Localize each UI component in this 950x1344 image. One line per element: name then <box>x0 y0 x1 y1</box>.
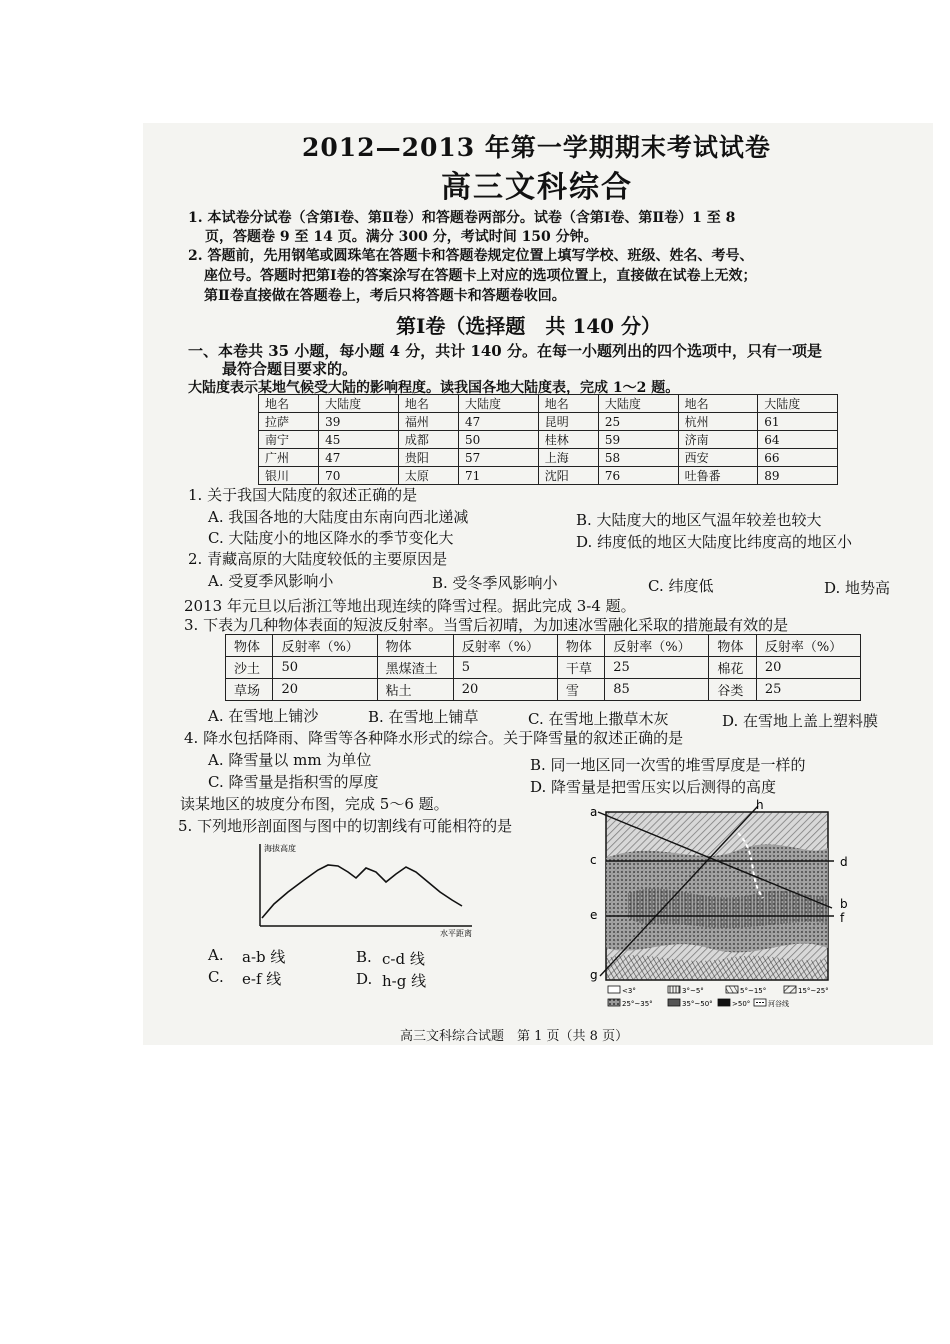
question-3-stem: 3. 下表为几种物体表面的短波反射率。当雪后初晴，为加速冰雪融化采取的措施最有效的是 <box>184 616 789 634</box>
question-1-option-c: C. 大陆度小的地区降水的季节变化大 <box>208 529 454 547</box>
table-cell: 61 <box>758 413 838 431</box>
table-cell: 39 <box>319 413 399 431</box>
table-cell: 66 <box>758 449 838 467</box>
map-label-f: f <box>840 911 845 925</box>
table-cell: 25 <box>598 413 678 431</box>
legend-swatch <box>726 986 738 993</box>
profile-y-label: 海拔高度 <box>264 844 296 853</box>
question-2-option-d: D. 地势高 <box>824 579 891 597</box>
question-1-stem: 1. 关于我国大陆度的叙述正确的是 <box>188 486 418 504</box>
table-cell: 76 <box>598 467 678 485</box>
question-3-option-b: B. 在雪地上铺草 <box>368 708 479 726</box>
table-header-cell: 物体 <box>709 635 756 657</box>
table-header-cell: 物体 <box>226 635 273 657</box>
question-4-option-a: A. 降雪量以 mm 为单位 <box>208 751 372 769</box>
table-row <box>259 467 838 485</box>
table-cell: 棉花 <box>709 657 756 679</box>
table-row <box>259 431 838 449</box>
table-cell: 谷类 <box>709 679 756 701</box>
page-footer: 高三文科综合试题 第 1 页（共 8 页） <box>400 1029 629 1044</box>
legend-swatch <box>718 999 730 1006</box>
table-cell: 黑煤渣土 <box>377 657 453 679</box>
legend-label: 河谷线 <box>768 1000 789 1008</box>
table-row <box>226 657 861 679</box>
question-1-option-b: B. 大陆度大的地区气温年较差也较大 <box>576 511 822 529</box>
table-cell: 59 <box>598 431 678 449</box>
table-cell: 20 <box>453 679 557 701</box>
table-header-cell: 反射率（%） <box>756 635 860 657</box>
question-5-stem: 5. 下列地形剖面图与图中的切割线有可能相符的是 <box>178 817 513 835</box>
legend-swatch <box>784 986 796 993</box>
legend-label: 3°~5° <box>682 987 704 995</box>
table-cell: 桂林 <box>538 431 598 449</box>
map-label-e: e <box>590 908 598 922</box>
table-cell: 70 <box>319 467 399 485</box>
question-3-option-d: D. 在雪地上盖上塑料膜 <box>722 712 879 730</box>
legend-label: 15°~25° <box>798 987 829 995</box>
question-4-option-d: D. 降雪量是把雪压实以后测得的高度 <box>530 778 777 796</box>
intro-text: 大陆度表示某地气候受大陆的影响程度。读我国各地大陆度表，完成 1～2 题。 <box>188 380 680 396</box>
section-title: 第Ⅰ卷（选择题 共 140 分） <box>396 314 662 338</box>
table-cell: 成都 <box>398 431 458 449</box>
table-header-cell: 地名 <box>259 395 319 413</box>
question-3-option-a: A. 在雪地上铺沙 <box>208 707 319 725</box>
question-5-option-b: c-d 线 <box>382 950 425 968</box>
slope-distribution-map <box>588 798 858 1012</box>
table-header-cell: 物体 <box>557 635 604 657</box>
map-label-h: h <box>756 798 764 812</box>
question-4-option-c: C. 降雪量是指积雪的厚度 <box>208 773 379 791</box>
profile-x-label: 水平距离 <box>440 929 472 938</box>
table-header-cell: 大陆度 <box>598 395 678 413</box>
table-cell: 上海 <box>538 449 598 467</box>
question-2-option-b: B. 受冬季风影响小 <box>432 574 558 592</box>
map-label-a: a <box>590 805 598 819</box>
question-2-stem: 2. 青藏高原的大陆度较低的主要原因是 <box>188 550 448 568</box>
table-cell: 50 <box>273 657 377 679</box>
table-cell: 沈阳 <box>538 467 598 485</box>
table-cell: 草场 <box>226 679 273 701</box>
table-cell: 25 <box>605 657 709 679</box>
table-cell: 福州 <box>398 413 458 431</box>
table-cell: 47 <box>459 413 539 431</box>
instruction: 一、本卷共 35 小题，每小题 4 分，共计 140 分。在每一小题列出的四个选项中，只有一项是 <box>188 342 822 360</box>
table-header-cell: 反射率（%） <box>453 635 557 657</box>
exam-title: 2012—2013 年第一学期期末考试试卷 <box>302 133 771 162</box>
note-line: 1. 本试卷分试卷（含第Ⅰ卷、第Ⅱ卷）和答题卷两部分。试卷（含第Ⅰ卷、第Ⅱ卷）1 至 8 <box>188 210 736 226</box>
legend-swatch <box>668 999 680 1006</box>
question-5-option-a-letter: A. <box>208 946 224 964</box>
table-cell: 济南 <box>678 431 758 449</box>
table-header-cell: 大陆度 <box>758 395 838 413</box>
table-header-cell: 大陆度 <box>459 395 539 413</box>
continentality-table <box>258 394 838 485</box>
table-header-cell: 地名 <box>678 395 758 413</box>
table-cell: 太原 <box>398 467 458 485</box>
table-cell: 45 <box>319 431 399 449</box>
table-cell: 南宁 <box>259 431 319 449</box>
table-row <box>226 679 861 701</box>
map-label-c: c <box>590 853 597 867</box>
table-cell: 广州 <box>259 449 319 467</box>
terrain-profile-figure <box>252 838 478 938</box>
question-2-option-c: C. 纬度低 <box>648 577 714 595</box>
question-4-option-b: B. 同一地区同一次雪的堆雪厚度是一样的 <box>530 756 806 774</box>
table-cell: 25 <box>756 679 860 701</box>
question-4-stem: 4. 降水包括降雨、降雪等各种降水形式的综合。关于降雪量的叙述正确的是 <box>184 729 684 747</box>
table-row <box>259 449 838 467</box>
legend-label: 5°~15° <box>740 987 767 995</box>
legend-label: <3° <box>622 987 636 995</box>
question-1-option-d: D. 纬度低的地区大陆度比纬度高的地区小 <box>576 533 853 551</box>
table-header-cell: 地名 <box>538 395 598 413</box>
table-cell: 89 <box>758 467 838 485</box>
table-cell: 5 <box>453 657 557 679</box>
legend-swatch <box>608 999 620 1006</box>
table-cell: 贵阳 <box>398 449 458 467</box>
table-header-row <box>226 635 861 657</box>
note-line: 2. 答题前，先用钢笔或圆珠笔在答题卡和答题卷规定位置上填写学校、班级、姓名、考号、 <box>188 248 754 264</box>
table-cell: 85 <box>605 679 709 701</box>
map-label-d: d <box>840 855 848 869</box>
note-line: 座位号。答题时把第Ⅰ卷的答案涂写在答题卡上对应的选项位置上，直接做在试卷上无效； <box>204 268 757 284</box>
legend-label: >50° <box>732 1000 751 1008</box>
table-row <box>259 413 838 431</box>
table-cell: 杭州 <box>678 413 758 431</box>
note-line: 页，答题卷 9 至 14 页。满分 300 分，考试时间 150 分钟。 <box>205 229 598 245</box>
table-cell: 50 <box>459 431 539 449</box>
map-label-b: b <box>840 897 848 911</box>
question-5-option-c-letter: C. <box>208 968 224 986</box>
table-cell: 47 <box>319 449 399 467</box>
legend-label: 35°~50° <box>682 1000 713 1008</box>
question-5-option-d-letter: D. <box>356 970 373 988</box>
profile-curve <box>262 865 462 918</box>
intro-text: 读某地区的坡度分布图，完成 5～6 题。 <box>180 795 449 813</box>
table-header-cell: 物体 <box>377 635 453 657</box>
map-label-g: g <box>590 968 598 982</box>
table-cell: 粘土 <box>377 679 453 701</box>
question-5-option-c: e-f 线 <box>242 970 282 988</box>
table-cell: 沙土 <box>226 657 273 679</box>
table-cell: 吐鲁番 <box>678 467 758 485</box>
question-1-option-a: A. 我国各地的大陆度由东南向西北递减 <box>208 508 469 526</box>
table-cell: 银川 <box>259 467 319 485</box>
note-line: 第Ⅱ卷直接做在答题卷上，考后只将答题卡和答题卷收回。 <box>204 288 566 304</box>
table-cell: 20 <box>273 679 377 701</box>
legend-label: 25°~35° <box>622 1000 653 1008</box>
question-2-option-a: A. 受夏季风影响小 <box>208 572 334 590</box>
legend-swatch <box>608 986 620 993</box>
table-header-cell: 地名 <box>398 395 458 413</box>
table-header-cell: 反射率（%） <box>605 635 709 657</box>
table-cell: 雪 <box>557 679 604 701</box>
table-cell: 昆明 <box>538 413 598 431</box>
question-5-option-a: a-b 线 <box>242 948 286 966</box>
reflectivity-table <box>225 634 861 701</box>
intro-text: 2013 年元旦以后浙江等地出现连续的降雪过程。据此完成 3-4 题。 <box>184 597 636 615</box>
table-cell: 58 <box>598 449 678 467</box>
legend-swatch <box>668 986 680 993</box>
question-5-option-d: h-g 线 <box>382 972 427 990</box>
table-header-row <box>259 395 838 413</box>
table-cell: 干草 <box>557 657 604 679</box>
table-cell: 64 <box>758 431 838 449</box>
table-cell: 71 <box>459 467 539 485</box>
table-cell: 57 <box>459 449 539 467</box>
table-header-cell: 大陆度 <box>319 395 399 413</box>
question-5-option-b-letter: B. <box>356 948 372 966</box>
exam-subtitle: 高三文科综合 <box>441 170 633 205</box>
table-header-cell: 反射率（%） <box>273 635 377 657</box>
table-cell: 拉萨 <box>259 413 319 431</box>
table-cell: 西安 <box>678 449 758 467</box>
question-3-option-c: C. 在雪地上撒草木灰 <box>528 710 669 728</box>
instruction: 最符合题目要求的。 <box>222 360 358 378</box>
table-cell: 20 <box>756 657 860 679</box>
